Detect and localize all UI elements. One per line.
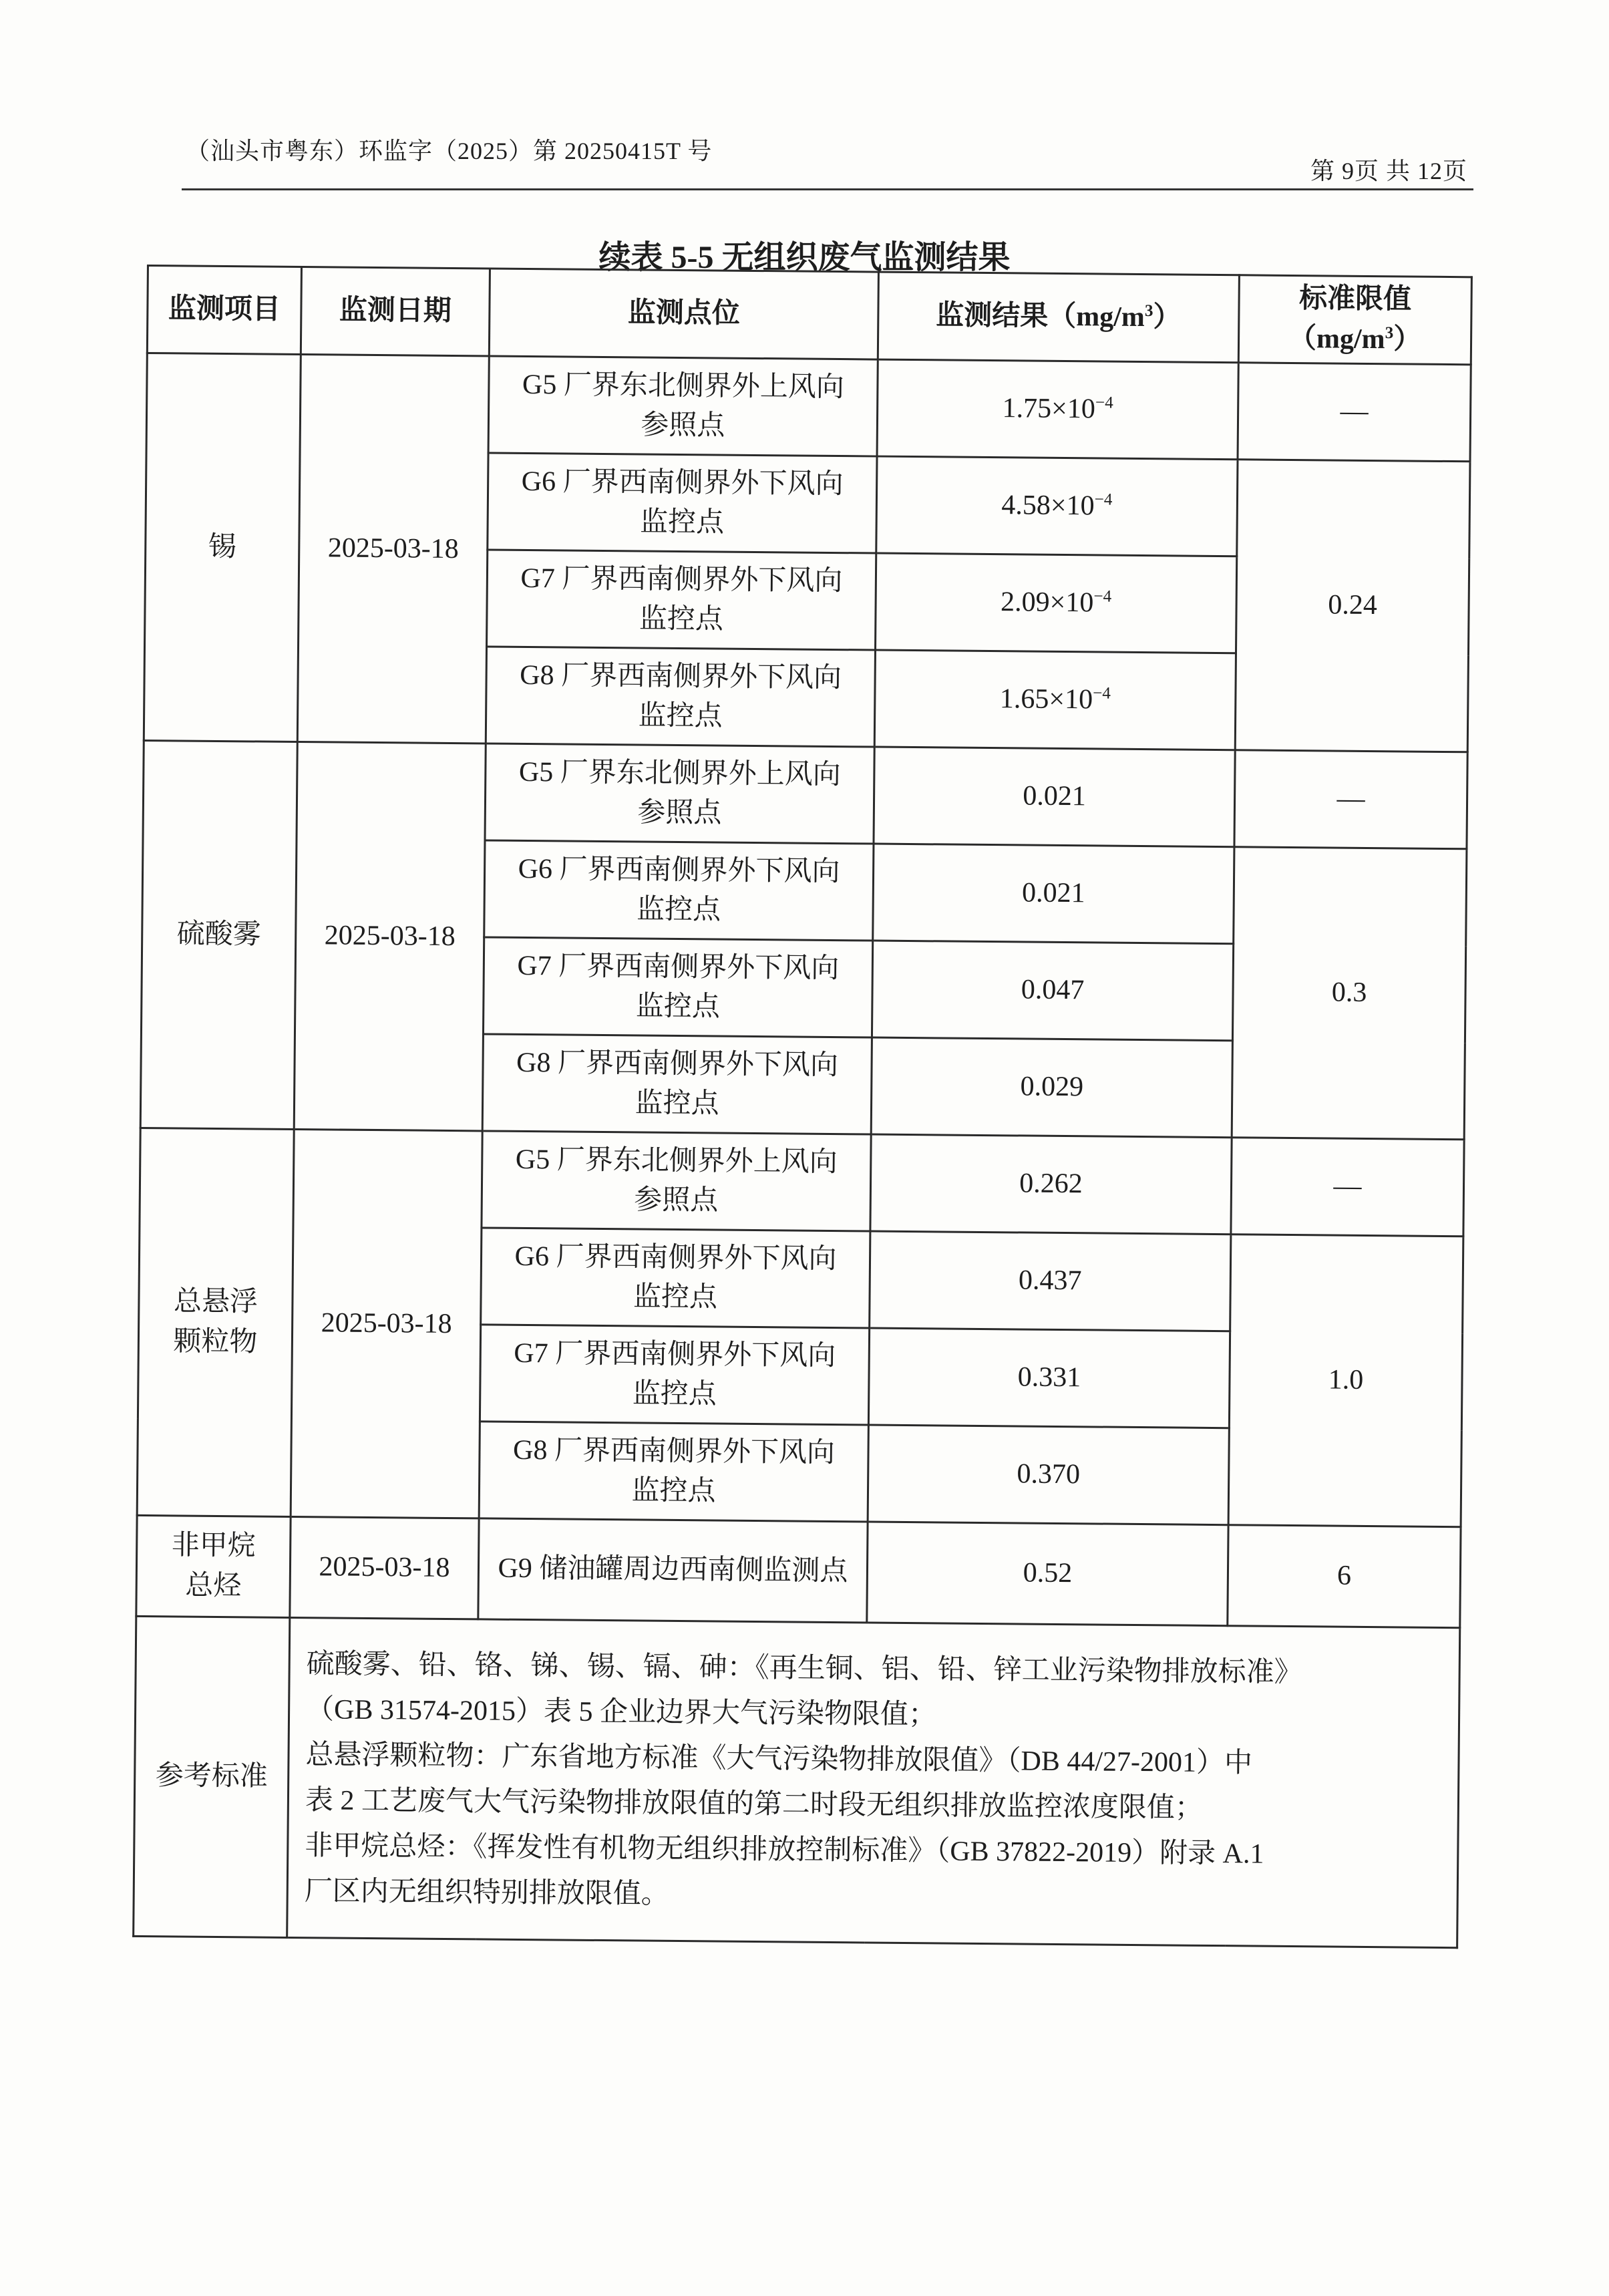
header-rule bbox=[182, 188, 1473, 190]
site-cell: G7 厂界西南侧界外下风向 监控点 bbox=[487, 550, 876, 650]
limit-cell: — bbox=[1231, 1138, 1464, 1237]
reference-row bbox=[134, 1616, 1460, 1947]
document-number: （汕头市粤东）环监字（2025）第 20250415T 号 bbox=[186, 138, 713, 164]
result-cell: $1.75\times 10^{-4}$ bbox=[877, 359, 1238, 460]
result-cell: $4.58\times 10^{-4}$ bbox=[876, 456, 1238, 556]
table-row bbox=[143, 740, 1467, 848]
site-cell: G5 厂界东北侧界外上风向 参照点 bbox=[488, 356, 878, 456]
col-header-result: 监测结果$(mg/m^3)$ bbox=[878, 272, 1239, 363]
date-cell: 2025-03-18 bbox=[291, 1129, 482, 1518]
result-cell: 0.437 bbox=[870, 1231, 1231, 1331]
col-header-date: 监测日期 bbox=[301, 267, 490, 356]
date-cell: 2025-03-18 bbox=[294, 742, 486, 1130]
site-cell: G8 厂界西南侧界外下风向 监控点 bbox=[482, 1034, 872, 1134]
reference-text: 硫酸雾、铅、铬、锑、锡、镉、砷：《再生铜、铝、铅、锌工业污染物排放标准》 （GB 31574-2015）表 5 企业边界大气污染物限值； 总悬浮颗粒物：广东省地方标准《大气污染物排放限值》（DB 44/27-2001）中 表 2 工艺废气大气污染物排放限值的第二时段无组织排放监控浓度限值； 非甲烷总烃：《挥发性有机物无组织排放控制标准》（GB 37822-2019）附录 A.1 厂区内无组织特别排放限值。 bbox=[287, 1617, 1460, 1947]
site-cell: G6 厂界西南侧界外下风向 监控点 bbox=[484, 840, 874, 941]
limit-cell: 0.24 bbox=[1235, 460, 1470, 752]
table-row bbox=[140, 1128, 1464, 1236]
site-cell: G5 厂界东北侧界外上风向 参照点 bbox=[482, 1131, 871, 1231]
site-cell: G8 厂界西南侧界外下风向 监控点 bbox=[479, 1422, 868, 1522]
table-title: 续表 5-5 无组织废气监测结果 bbox=[598, 240, 1011, 275]
site-cell: G5 厂界东北侧界外上风向 参照点 bbox=[485, 744, 874, 844]
result-cell: $1.65\times 10^{-4}$ bbox=[874, 650, 1236, 750]
limit-cell: — bbox=[1238, 363, 1471, 462]
item-cell: 硫酸雾 bbox=[140, 740, 297, 1129]
site-cell: G7 厂界西南侧界外下风向 监控点 bbox=[483, 937, 872, 1037]
site-cell: G6 厂界西南侧界外下风向 监控点 bbox=[481, 1228, 870, 1328]
item-cell: 非甲烷 总烃 bbox=[136, 1515, 291, 1617]
table-row bbox=[146, 353, 1471, 462]
table-row bbox=[136, 1515, 1461, 1627]
result-cell: 0.029 bbox=[871, 1037, 1232, 1138]
result-cell: 0.370 bbox=[868, 1425, 1229, 1525]
result-cell: 0.047 bbox=[872, 941, 1233, 1041]
result-cell: 0.021 bbox=[873, 844, 1234, 944]
item-cell: 总悬浮 颗粒物 bbox=[137, 1128, 294, 1516]
result-cell: 0.331 bbox=[868, 1328, 1230, 1428]
date-cell: 2025-03-18 bbox=[290, 1516, 479, 1619]
result-cell: 0.52 bbox=[867, 1522, 1228, 1626]
date-cell: 2025-03-18 bbox=[297, 355, 489, 744]
reference-label: 参考标准 bbox=[134, 1616, 290, 1937]
site-cell: G6 厂界西南侧界外下风向 监控点 bbox=[488, 453, 877, 553]
result-cell: 0.262 bbox=[870, 1134, 1232, 1235]
col-header-limit: 标准限值 $(mg/m^3)$ bbox=[1238, 275, 1471, 365]
page-indicator: 第 9页 共 12页 bbox=[1310, 158, 1467, 184]
header-row bbox=[147, 266, 1471, 365]
monitoring-results-table bbox=[132, 265, 1473, 1949]
col-header-item: 监测项目 bbox=[147, 266, 301, 355]
site-cell: G9 储油罐周边西南侧监测点 bbox=[478, 1518, 868, 1623]
limit-cell: 1.0 bbox=[1228, 1235, 1463, 1527]
result-cell: 0.021 bbox=[874, 747, 1235, 847]
limit-cell: 6 bbox=[1228, 1525, 1461, 1628]
limit-cell: — bbox=[1234, 750, 1467, 849]
col-header-site: 监测点位 bbox=[489, 269, 878, 359]
site-cell: G8 厂界西南侧界外下风向 监控点 bbox=[486, 647, 875, 747]
item-cell: 锡 bbox=[144, 353, 301, 742]
result-cell: $2.09\times 10^{-4}$ bbox=[876, 553, 1237, 653]
limit-cell: 0.3 bbox=[1232, 847, 1467, 1140]
site-cell: G7 厂界西南侧界外下风向 监控点 bbox=[480, 1325, 869, 1425]
